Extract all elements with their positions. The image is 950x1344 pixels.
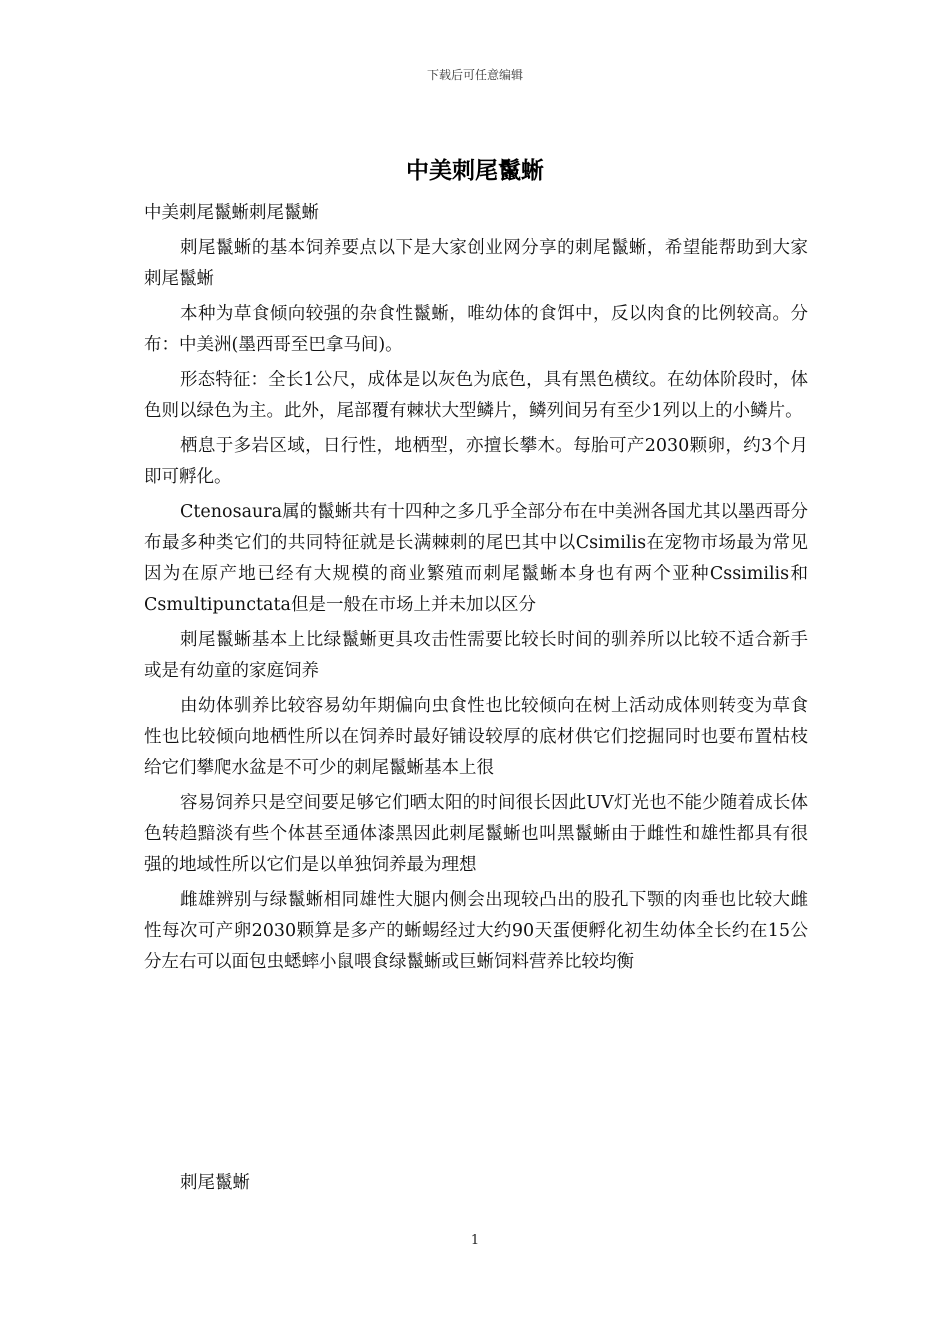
paragraph-7: 由幼体驯养比较容易幼年期偏向虫食性也比较倾向在树上活动成体则转变为草食性也比较倾向地栖性所以在饲养时最好铺设较厚的底材供它们挖掘同时也要布置枯枝给它们攀爬水盆是不可少的刺尾鬣蜥基本上很 bbox=[144, 696, 808, 778]
paragraph-6: 刺尾鬣蜥基本上比绿鬣蜥更具攻击性需要比较长时间的驯养所以比较不适合新手或是有幼童的家庭饲养 bbox=[144, 630, 808, 681]
document-title: 中美刺尾鬣蜥 bbox=[406, 158, 544, 184]
page-number: 1 bbox=[470, 1233, 480, 1248]
paragraph-9: 雌雄辨别与绿鬣蜥相同雄性大腿内侧会出现较凸出的股孔下颚的肉垂也比较大雌性每次可产卵2030颗算是多产的蜥蜴经过大约90天蛋便孵化初生幼体全长约在15公分左右可以面包虫蟋蟀小鼠喂食绿鬣蜥或巨蜥饲料营养比较均衡 bbox=[144, 890, 808, 972]
paragraph-3: 形态特征：全长1公尺，成体是以灰色为底色，具有黑色横纹。在幼体阶段时，体色则以绿色为主。此外，尾部覆有棘状大型鳞片，鳞列间另有至少1列以上的小鳞片。 bbox=[144, 370, 808, 421]
paragraph-8: 容易饲养只是空间要足够它们晒太阳的时间很长因此UV灯光也不能少随着成长体色转趋黯淡有些个体甚至通体漆黑因此刺尾鬣蜥也叫黑鬣蜥由于雌性和雄性都具有很强的地域性所以它们是以单独饲养最为理想 bbox=[144, 793, 808, 875]
paragraph-5: Ctenosaura属的鬣蜥共有十四种之多几乎全部分布在中美洲各国尤其以墨西哥分布最多种类它们的共同特征就是长满棘刺的尾巴其中以Csimilis在宠物市场最为常见因为在原产地已经有大规模的商业繁殖而刺尾鬣蜥本身也有两个亚种Cssimilis和Csmultipunctata但是一般在市场上并未加以区分 bbox=[144, 502, 808, 615]
document-subtitle: 中美刺尾鬣蜥刺尾鬣蜥 bbox=[144, 203, 319, 223]
paragraph-2: 本种为草食倾向较强的杂食性鬣蜥，唯幼体的食饵中，反以肉食的比例较高。分布：中美洲(墨西哥至巴拿马间)。 bbox=[144, 304, 808, 355]
document-body bbox=[144, 198, 808, 982]
closing-line: 刺尾鬣蜥 bbox=[180, 1173, 250, 1193]
paragraph-1: 刺尾鬣蜥的基本饲养要点以下是大家创业网分享的刺尾鬣蜥，希望能帮助到大家刺尾鬣蜥 bbox=[144, 238, 808, 289]
paragraph-4: 栖息于多岩区域，日行性，地栖型，亦擅长攀木。每胎可产2030颗卵，约3个月即可孵化。 bbox=[144, 436, 808, 487]
header-note: 下载后可任意编辑 bbox=[426, 68, 523, 82]
